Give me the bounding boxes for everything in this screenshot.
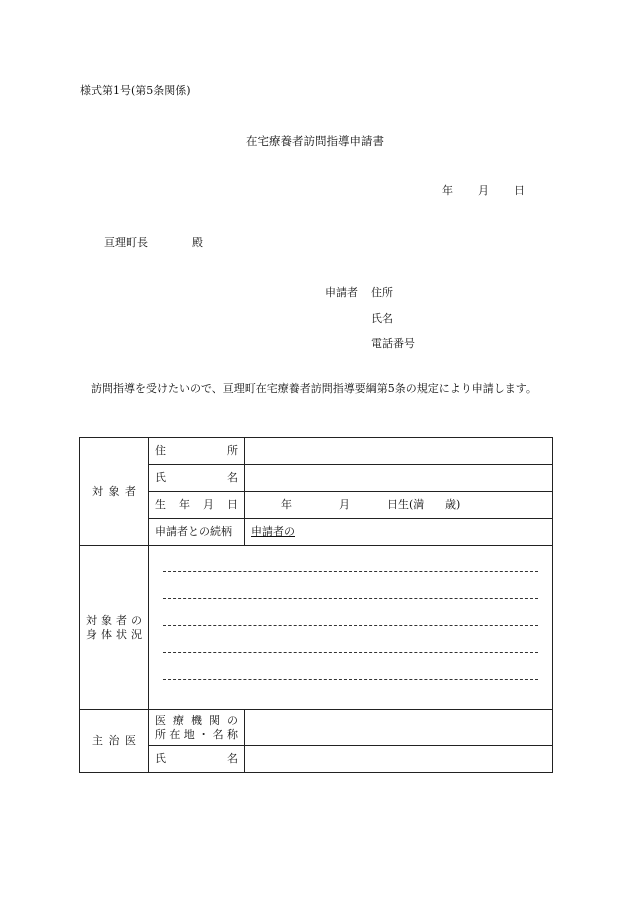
condition-category-line1: 対 象 者 の [86,613,142,627]
subject-dob-label-cell [149,492,245,519]
subject-address-input[interactable] [245,438,553,465]
subject-relation-label-cell [149,519,245,546]
date-year-label: 年 [442,184,453,197]
doctor-name-row [80,746,553,773]
doctor-institution-line2: 所 在 地 ・ 名 称 [155,727,238,741]
applicant-phone-label: 電話番号 [371,337,415,350]
subject-dob-label: 生 年 月 日 [155,498,238,511]
condition-dotted-line [163,572,538,599]
dob-month-label: 月 [339,498,350,511]
subject-relation-value: 申請者の [251,525,295,538]
subject-address-label: 住 所 [155,444,238,457]
condition-category-line2: 身 体 状 況 [86,627,142,641]
dob-day-label: 日生(満 [387,498,425,511]
subject-dob-row [80,492,553,519]
condition-dotted-line [163,653,538,680]
doctor-institution-row [80,710,553,746]
subject-category-label: 対 象 者 [92,484,136,498]
date-day-label: 日 [514,184,525,197]
subject-relation-label: 申請者との続柄 [155,525,232,538]
doctor-category-label: 主 治 医 [92,734,136,747]
application-table [79,437,553,773]
date-line [442,182,525,198]
date-month-label: 月 [478,184,489,197]
applicant-label: 申請者 [325,286,358,299]
subject-relation-row [80,519,553,546]
condition-dotted-line [163,599,538,626]
applicant-address-label: 住所 [371,286,393,299]
subject-name-label: 氏 名 [155,471,238,484]
subject-relation-input[interactable] [245,519,553,546]
doctor-name-label-cell [149,746,245,773]
addressee [104,234,203,250]
doctor-institution-line1: 医 療 機 関 の [155,713,238,727]
condition-row [80,546,553,710]
subject-address-label-cell [149,438,245,465]
addressee-honorific: 殿 [192,236,203,249]
subject-address-row [80,438,553,465]
addressee-name: 亘理町長 [104,236,148,249]
condition-category-cell [80,546,149,710]
doctor-category-cell [80,710,149,773]
condition-dotted-line [163,552,538,572]
subject-dob-input[interactable] [245,492,553,519]
doctor-name-input[interactable] [245,746,553,773]
application-statement: 訪問指導を受けたいので、亘理町在宅療養者訪問指導要綱第5条の規定により申請します。 [91,382,537,395]
dob-age-label: 歳) [445,498,461,511]
condition-dotted-line [163,626,538,653]
condition-input[interactable] [149,546,553,710]
subject-category-cell [80,438,149,546]
document-title: 在宅療養者訪問指導申請書 [246,134,384,148]
doctor-name-label: 氏 名 [155,752,238,765]
form-number: 様式第1号(第5条関係) [80,84,191,97]
subject-name-row [80,465,553,492]
subject-name-label-cell [149,465,245,492]
dob-year-label: 年 [281,498,292,511]
doctor-institution-input[interactable] [245,710,553,746]
applicant-name-label: 氏名 [371,312,393,325]
doctor-institution-label-cell [149,710,245,746]
subject-name-input[interactable] [245,465,553,492]
